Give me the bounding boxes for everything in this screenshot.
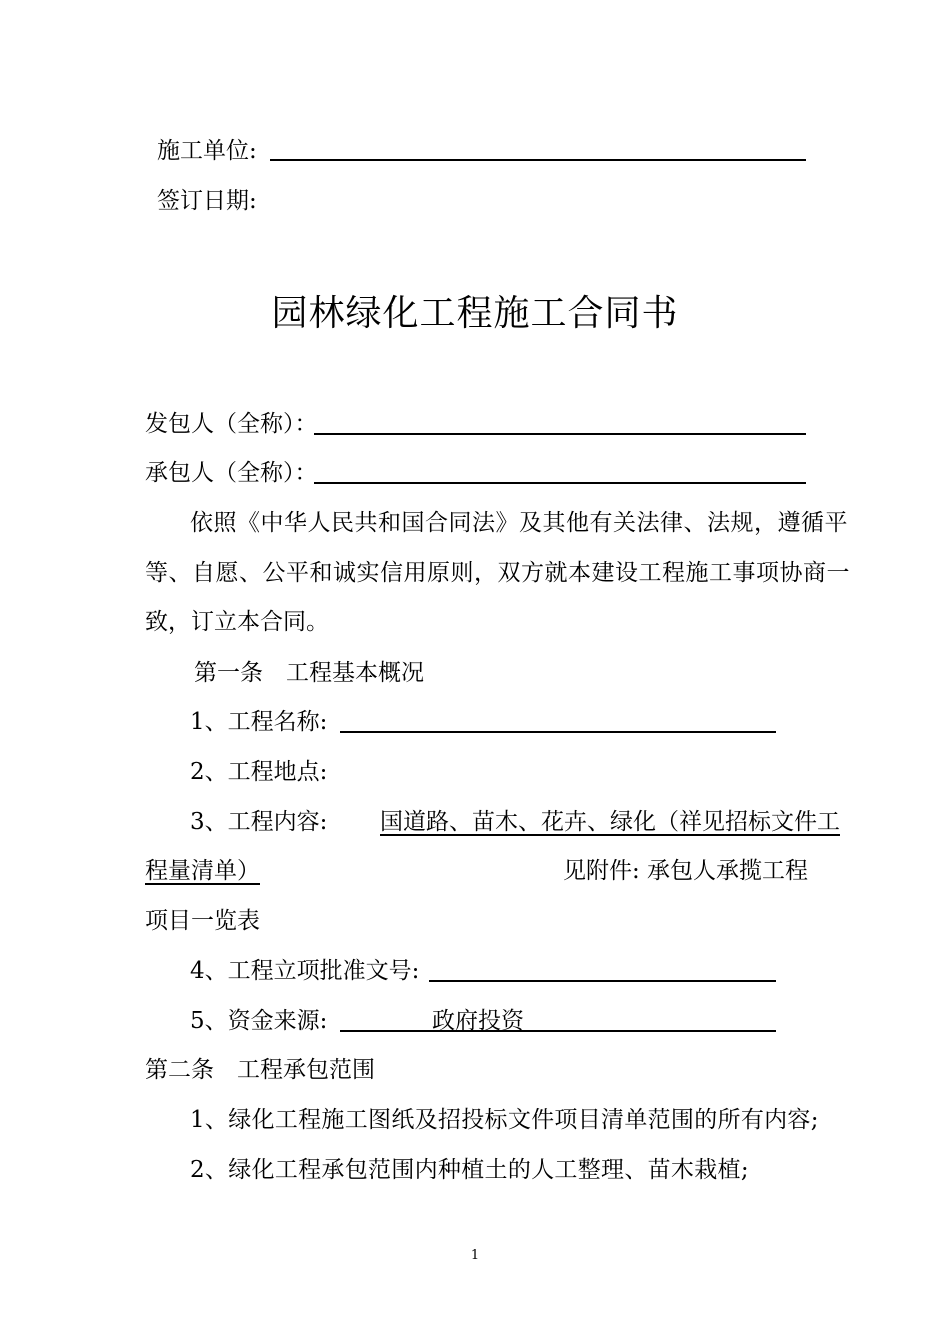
project-content-attachment: 见附件: 承包人承揽工程 <box>563 858 809 884</box>
project-content-value-line-2: 程量清单） <box>145 858 260 884</box>
contractor-label: 承包人（全称）： <box>145 460 318 486</box>
preamble-line-2: 等、自愿、公平和诚实信用原则，双方就本建设工程施工事项协商一 <box>145 560 850 586</box>
document-title: 园林绿化工程施工合同书 <box>271 293 679 334</box>
project-content-line-3: 项目一览表 <box>145 908 260 934</box>
preamble-line-3: 致，订立本合同。 <box>145 609 329 635</box>
contractor-name-blank[interactable] <box>314 482 806 484</box>
scope-item-2: 2、绿化工程承包范围内种植土的人工整理、苗木栽植; <box>190 1157 749 1183</box>
preamble-line-1: 依照《中华人民共和国合同法》及其他有关法律、法规，遵循平 <box>190 510 848 536</box>
funding-source-value: 政府投资 <box>432 1008 524 1034</box>
approval-number-blank[interactable] <box>429 980 776 982</box>
sign-date-label: 签订日期: <box>157 188 257 214</box>
article-2-heading: 第二条 工程承包范围 <box>145 1057 375 1083</box>
approval-number-label: 4、工程立项批准文号: <box>190 958 420 984</box>
project-location-label: 2、工程地点: <box>190 759 328 785</box>
project-content-value-line-1: 国道路、苗木、花卉、绿化（祥见招标文件工 <box>380 809 840 835</box>
page-number: 1 <box>470 1248 480 1263</box>
funding-source-underline[interactable] <box>340 1030 776 1032</box>
project-content-label: 3、工程内容: <box>190 809 328 835</box>
contractor-unit-blank[interactable] <box>270 159 806 161</box>
employer-name-blank[interactable] <box>314 433 806 435</box>
employer-label: 发包人（全称）： <box>145 411 318 437</box>
article-1-heading: 第一条 工程基本概况 <box>194 660 424 686</box>
funding-source-label: 5、资金来源: <box>190 1008 328 1034</box>
project-name-label: 1、工程名称: <box>190 709 328 735</box>
contractor-unit-label: 施工单位: <box>157 138 257 164</box>
project-name-blank[interactable] <box>340 731 776 733</box>
scope-item-1: 1、绿化工程施工图纸及招投标文件项目清单范围的所有内容; <box>190 1107 819 1133</box>
